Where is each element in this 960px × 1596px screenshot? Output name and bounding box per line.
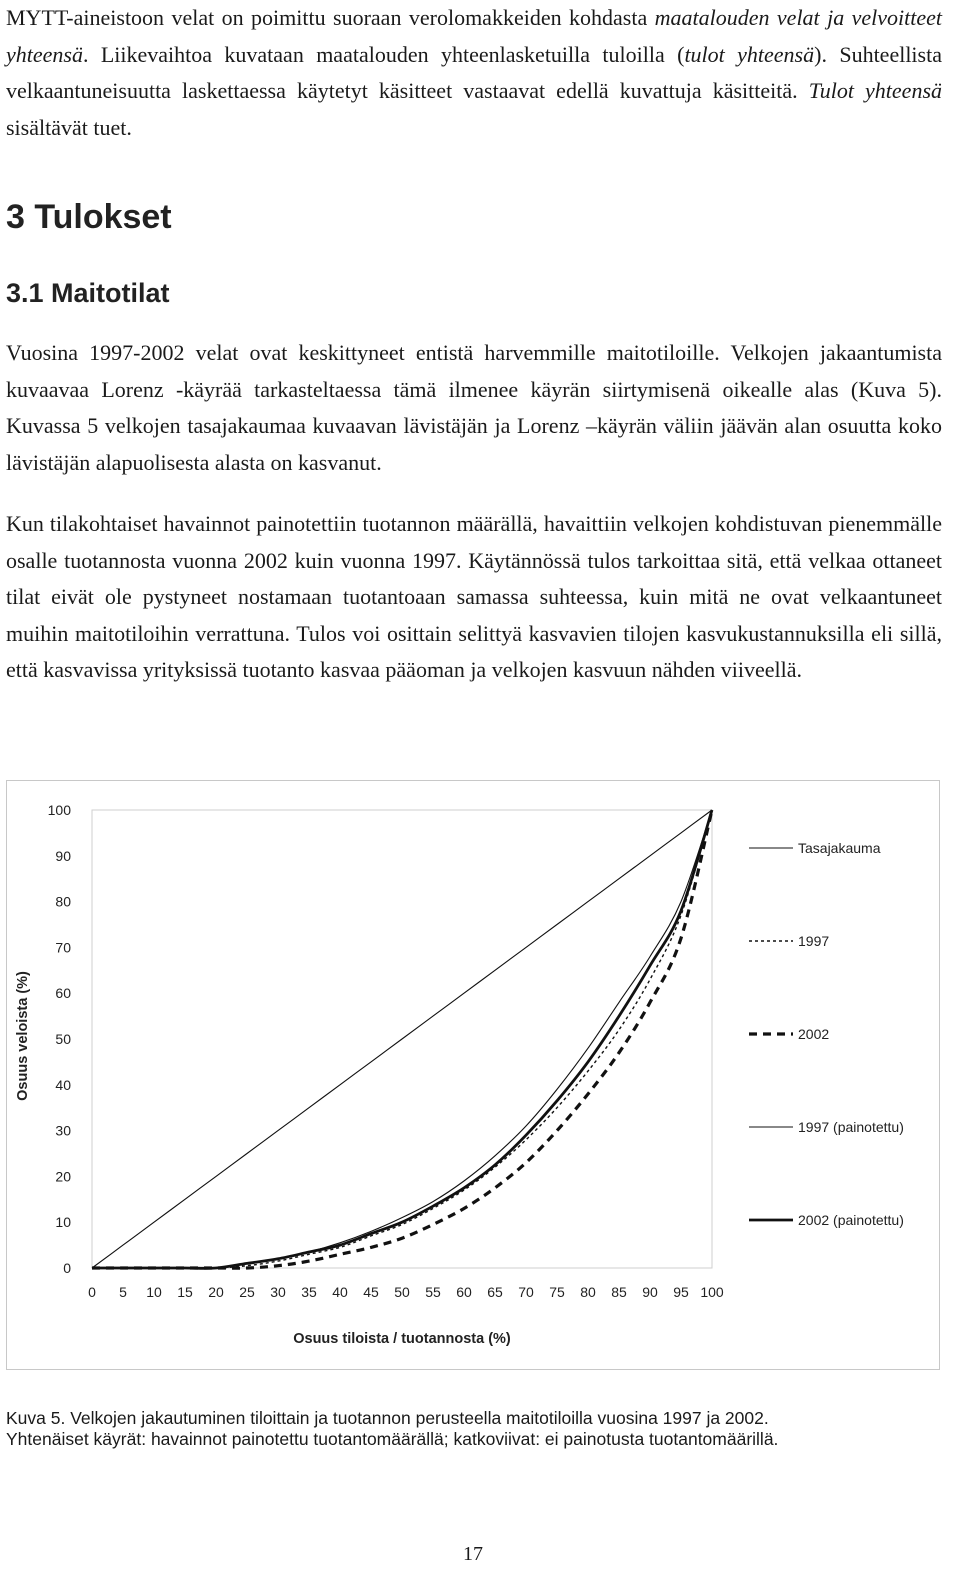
y-tick-label: 100 [47,802,71,818]
x-tick-label: 65 [487,1284,503,1300]
y-tick-label: 0 [63,1260,71,1276]
lorenz-chart [7,781,939,1369]
lines-layer [92,810,712,1268]
text-span: . Liikevaihtoa kuvataan maatalouden yhteenlasketuilla tuloilla ( [82,41,685,67]
x-tick-label: 100 [700,1284,724,1300]
x-tick-label: 50 [394,1284,410,1300]
legend-label: 2002 [798,1026,830,1042]
x-tick-label: 60 [456,1284,472,1300]
y-tick-label: 10 [55,1214,71,1231]
legend-label: 1997 (painotettu) [798,1119,904,1135]
y-tick-label: 90 [55,847,71,864]
x-tick-label: 90 [642,1284,658,1300]
legend-layer [749,840,904,1228]
x-axis-title: Osuus tiloista / tuotannosta (%) [293,1331,511,1347]
subsection-heading: 3.1 Maitotilat [6,278,170,308]
body-paragraph-2: Kun tilakohtaiset havainnot painotettiin tuotannon määrällä, havaittiin velkojen kohdistuvan pienemmälle osalle tuotannosta vuonna 2002 kuin vuonna 1997. Käytännössä tulos tarkoittaa sitä, että velkaa ottaneet tilat eivät ole pystyneet nostamaan tuotantoaan samassa suhteessa, kuin mitä ne ovat velkaantuneet muihin maitotiloihin verrattuna. Tulos voi osittain selittyä kasvavien tilojen kasvukustannuksilla eli sillä, että kasvavissa yrityksissä tuotanto kasvaa pääoman ja velkojen kasvuun nähden viiveellä. [6,511,942,682]
text-span: MYTT-aineistoon velat on poimittu suoraan verolomakkeiden kohdasta [6,5,655,30]
x-tick-label: 75 [549,1284,565,1300]
x-tick-label: 40 [332,1284,348,1300]
x-tick-label: 35 [301,1284,317,1300]
italic-term: tulot yhteensä [684,41,815,67]
x-tick-label: 70 [518,1284,534,1300]
intro-paragraph [6,0,942,146]
section-heading: 3 Tulokset [6,198,172,236]
axes-layer [15,802,724,1347]
y-tick-label: 40 [55,1076,71,1093]
body-paragraph-1: Vuosina 1997-2002 velat ovat keskittyneet entistä harvemmille maitotiloille. Velkojen jakaantumista kuvaavaa Lorenz -käyrää tarkasteltaessa tämä ilmenee käyrän siirtymisenä oikealle alas (Kuva 5). Kuvassa 5 velkojen tasajakaumaa kuvaavan lävistäjän ja Lorenz –käyrän väliin jäävän alan osuutta koko lävistäjän alapuolisesta alasta on kasvanut. [6,340,942,475]
x-tick-label: 95 [673,1284,689,1300]
y-tick-label: 60 [55,985,71,1002]
y-tick-label: 80 [55,893,71,910]
page-number: 17 [463,1543,483,1565]
legend-label: 1997 [798,933,830,949]
text-span: ). Suhteellista velkaantuneisuutta laskettaessa käytetyt käsitteet vastaavat edellä kuvattuja käsitteitä. [6,41,942,103]
x-tick-label: 10 [146,1284,162,1300]
text-span: sisältävät tuet. [6,114,132,140]
y-tick-label: 20 [55,1168,71,1185]
x-tick-label: 85 [611,1284,627,1300]
x-tick-label: 20 [208,1284,224,1300]
x-tick-label: 45 [363,1284,379,1300]
y-tick-label: 30 [55,1122,71,1139]
legend-label: Tasajakauma [798,840,881,856]
x-tick-label: 30 [270,1284,286,1300]
series-line-tasajakauma [92,810,712,1268]
x-tick-label: 0 [88,1284,96,1300]
x-tick-label: 55 [425,1284,441,1300]
figure-frame [6,780,940,1370]
caption-line-2: Yhtenäiset käyrät: havainnot painotettu tuotantomäärällä; katkoviivat: ei painotusta tuotantomäärillä. [6,1429,779,1449]
y-axis-title: Osuus veloista (%) [15,971,31,1101]
x-tick-label: 15 [177,1284,193,1300]
figure-caption [6,1408,942,1450]
italic-term: Tulot yhteensä [808,78,943,103]
y-tick-label: 70 [55,939,71,956]
x-tick-label: 25 [239,1284,255,1300]
y-tick-label: 50 [55,1031,71,1047]
caption-line-1: Kuva 5. Velkojen jakautuminen tiloittain ja tuotannon perusteella maitotiloilla vuosina 1997 ja 2002. [6,1408,769,1428]
italic-term: maatalouden velat ja velvoitteet yhteensä [6,5,942,67]
x-tick-label: 80 [580,1284,596,1300]
legend-label: 2002 (painotettu) [798,1212,904,1228]
x-tick-label: 5 [119,1284,127,1300]
